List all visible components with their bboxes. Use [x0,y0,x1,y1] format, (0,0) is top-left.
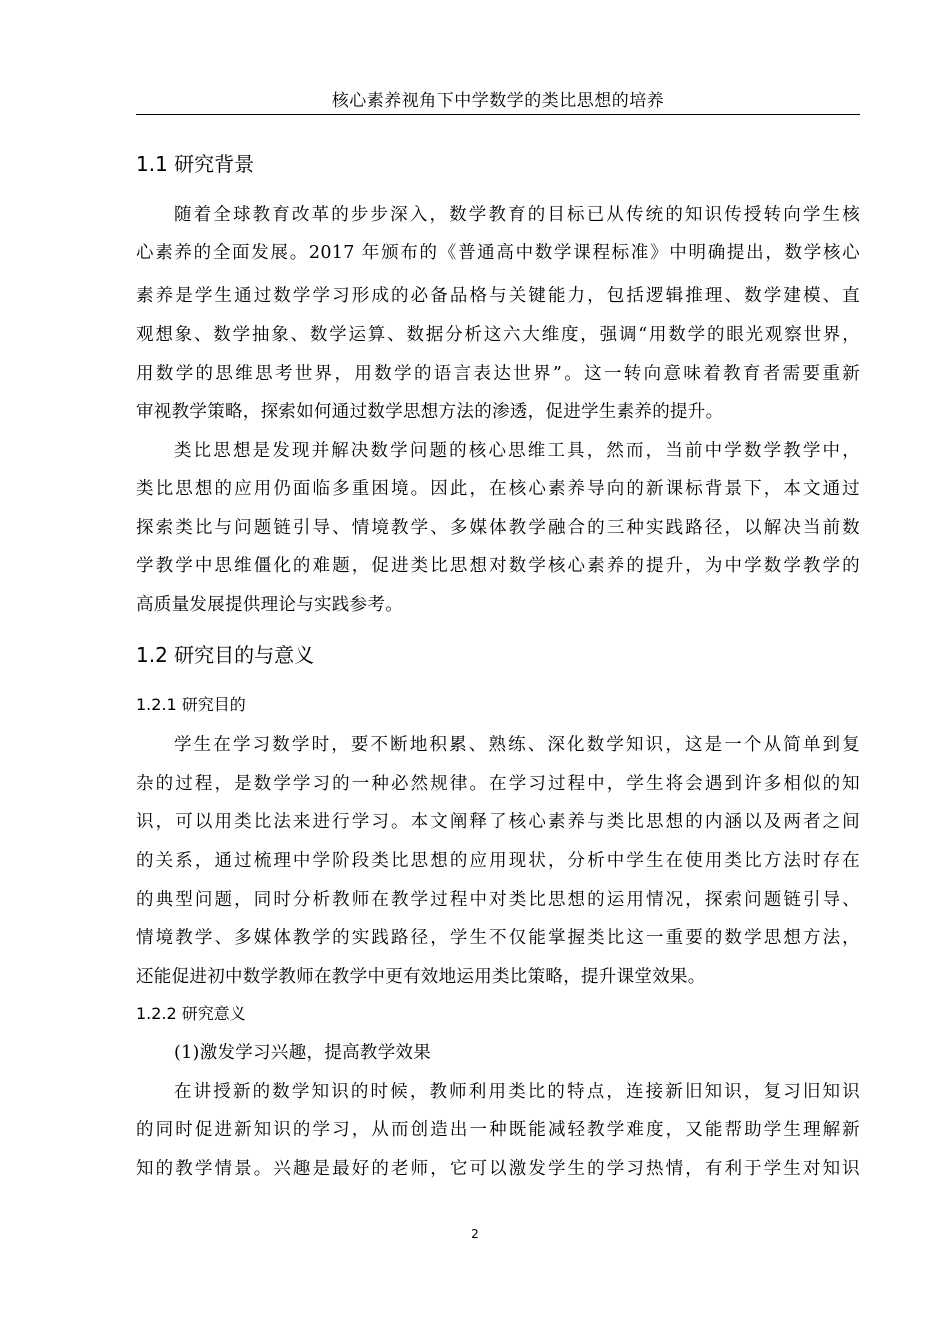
paragraph-line: 随着全球教育改革的步步深入，数学教育的目标已从传统的知识传授转向学生核 [174,205,860,225]
paragraph-line: 情境教学、多媒体教学的实践路径，学生不仅能掌握类比这一重要的数学思想方法， [136,928,860,948]
paragraph-line: 的关系，通过梳理中学阶段类比思想的应用现状，分析中学生在使用类比方法时存在 [136,851,860,871]
header-divider [136,114,860,115]
paragraph-line: 心素养的全面发展。2017 年颁布的《普通高中数学课程标准》中明确提出，数学核心 [136,243,860,263]
section-heading-1-1: 1.1 研究背景 [136,152,255,176]
paragraph-line: 审视教学策略，探索如何通过数学思想方法的渗透，促进学生素养的提升。 [136,402,724,422]
paragraph-line: 学生在学习数学时，要不断地积累、熟练、深化数学知识，这是一个从简单到复 [174,735,860,755]
paragraph-line: 知的教学情景。兴趣是最好的老师，它可以激发学生的学习热情，有利于学生对知识 [136,1159,860,1179]
paragraph-line: 类比思想的应用仍面临多重困境。因此，在核心素养导向的新课标背景下，本文通过 [136,479,860,499]
paragraph-line: 识，可以用类比法来进行学习。本文阐释了核心素养与类比思想的内涵以及两者之间 [136,812,860,832]
section-heading-1-2-2: 1.2.2 研究意义 [136,1004,246,1023]
section-heading-1-2-1: 1.2.1 研究目的 [136,695,246,714]
paragraph-line: 学教学中思维僵化的难题，促进类比思想对数学核心素养的提升，为中学数学教学的 [136,556,860,576]
paragraph-line: 的同时促进新知识的学习，从而创造出一种既能减轻教学难度，又能帮助学生理解新 [136,1120,860,1140]
paragraph-line: 用数学的思维思考世界，用数学的语言表达世界”。这一转向意味着教育者需要重新 [136,364,860,384]
paragraph-line: 高质量发展提供理论与实践参考。 [136,595,403,615]
paragraph-line: 素养是学生通过数学学习形成的必备品格与关键能力，包括逻辑推理、数学建模、直 [136,286,860,306]
paragraph-line: 类比思想是发现并解决数学问题的核心思维工具，然而，当前中学数学教学中， [174,441,860,461]
paragraph-line: 探索类比与问题链引导、情境教学、多媒体教学融合的三种实践路径，以解决当前数 [136,518,860,538]
running-header-title: 核心素养视角下中学数学的类比思想的培养 [331,91,665,111]
paragraph-line: 的典型问题，同时分析教师在教学过程中对类比思想的运用情况，探索问题链引导、 [136,890,860,910]
paragraph-line: 还能促进初中数学教师在教学中更有效地运用类比策略，提升课堂效果。 [136,967,706,987]
section-heading-1-2: 1.2 研究目的与意义 [136,643,315,667]
page-number: 2 [471,1227,479,1241]
paragraph-line: 观想象、数学抽象、数学运算、数据分析这六大维度，强调“用数学的眼光观察世界， [136,325,860,345]
paragraph-line: 杂的过程，是数学学习的一种必然规律。在学习过程中，学生将会遇到许多相似的知 [136,774,860,794]
paragraph-line: 在讲授新的数学知识的时候，教师利用类比的特点，连接新旧知识，复习旧知识 [174,1082,860,1102]
subheading-item-1: (1)激发学习兴趣，提高教学效果 [174,1043,432,1063]
